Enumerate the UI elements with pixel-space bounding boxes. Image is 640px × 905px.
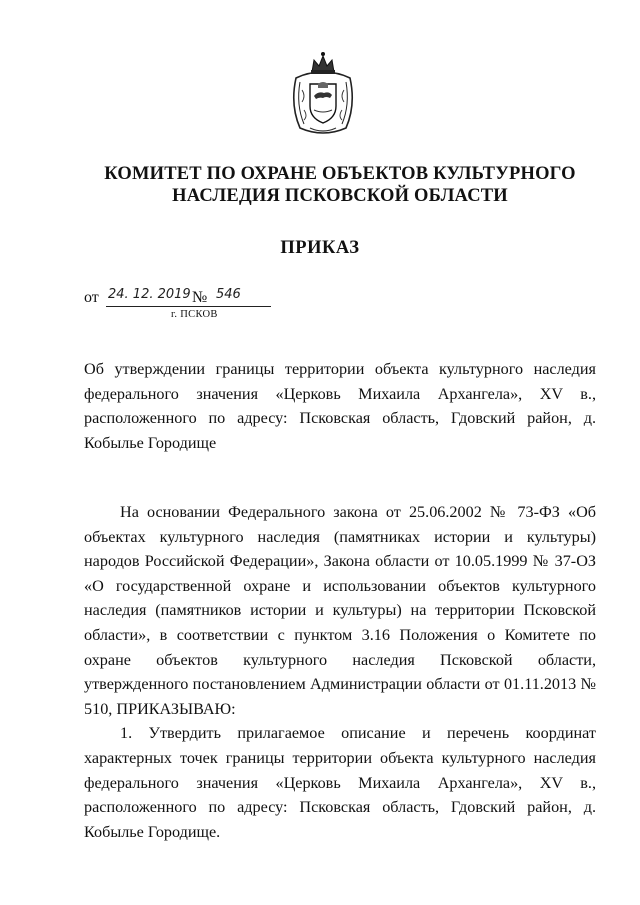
number-label: № (192, 289, 208, 306)
paragraph-item-1: 1. Утвердить прилагаемое описание и перечень координат характерных точек границы территории объекта культурного наследия федерального значения «Церковь Михаила Архангела», XV в., расположенного по адресу: Псковская область, Гдовский район, д. Кобылье Городище. (84, 724, 596, 841)
order-subject: Об утверждении границы территории объекта культурного наследия федерального значения «Церковь Михаила Архангела», XV в., расположенного по адресу: Псковская область, Гдовский район, д. Кобылье Городище (84, 360, 596, 452)
date-underline (106, 306, 271, 307)
organization-title (60, 163, 620, 207)
city-label: г. ПСКОВ (171, 309, 218, 320)
organization-title-line1: КОМИТЕТ ПО ОХРАНЕ ОБЪЕКТОВ КУЛЬТУРНОГО (104, 164, 576, 184)
organization-title-line2: НАСЛЕДИЯ ПСКОВСКОЙ ОБЛАСТИ (172, 186, 508, 206)
order-date-line (84, 286, 384, 306)
order-body (84, 500, 596, 844)
paragraph-basis: На основании Федерального закона от 25.06.2002 № 73-ФЗ «Об объектах культурного наследия (памятниках истории и культуры) народов Российской Федерации», Закона области от 10.05.1999 № 37-ОЗ «О государственной охране и использовании объектов культурного наследия (памятников истории и культуры) на территории Псковской области», в соответствии с пунктом 3.16 Положения о Комитете по охране объектов культурного наследия Псковской области, утвержденного постановлением Администрации области от 01.11.2013 № 510, ПРИКАЗЫВАЮ: (84, 503, 596, 718)
order-number-value: 546 (216, 287, 241, 302)
date-prefix: от (84, 289, 99, 306)
coat-of-arms-icon (288, 50, 358, 140)
order-date-value: 24. 12. 2019 (108, 287, 191, 302)
order-title: ПРИКАЗ (280, 238, 360, 258)
